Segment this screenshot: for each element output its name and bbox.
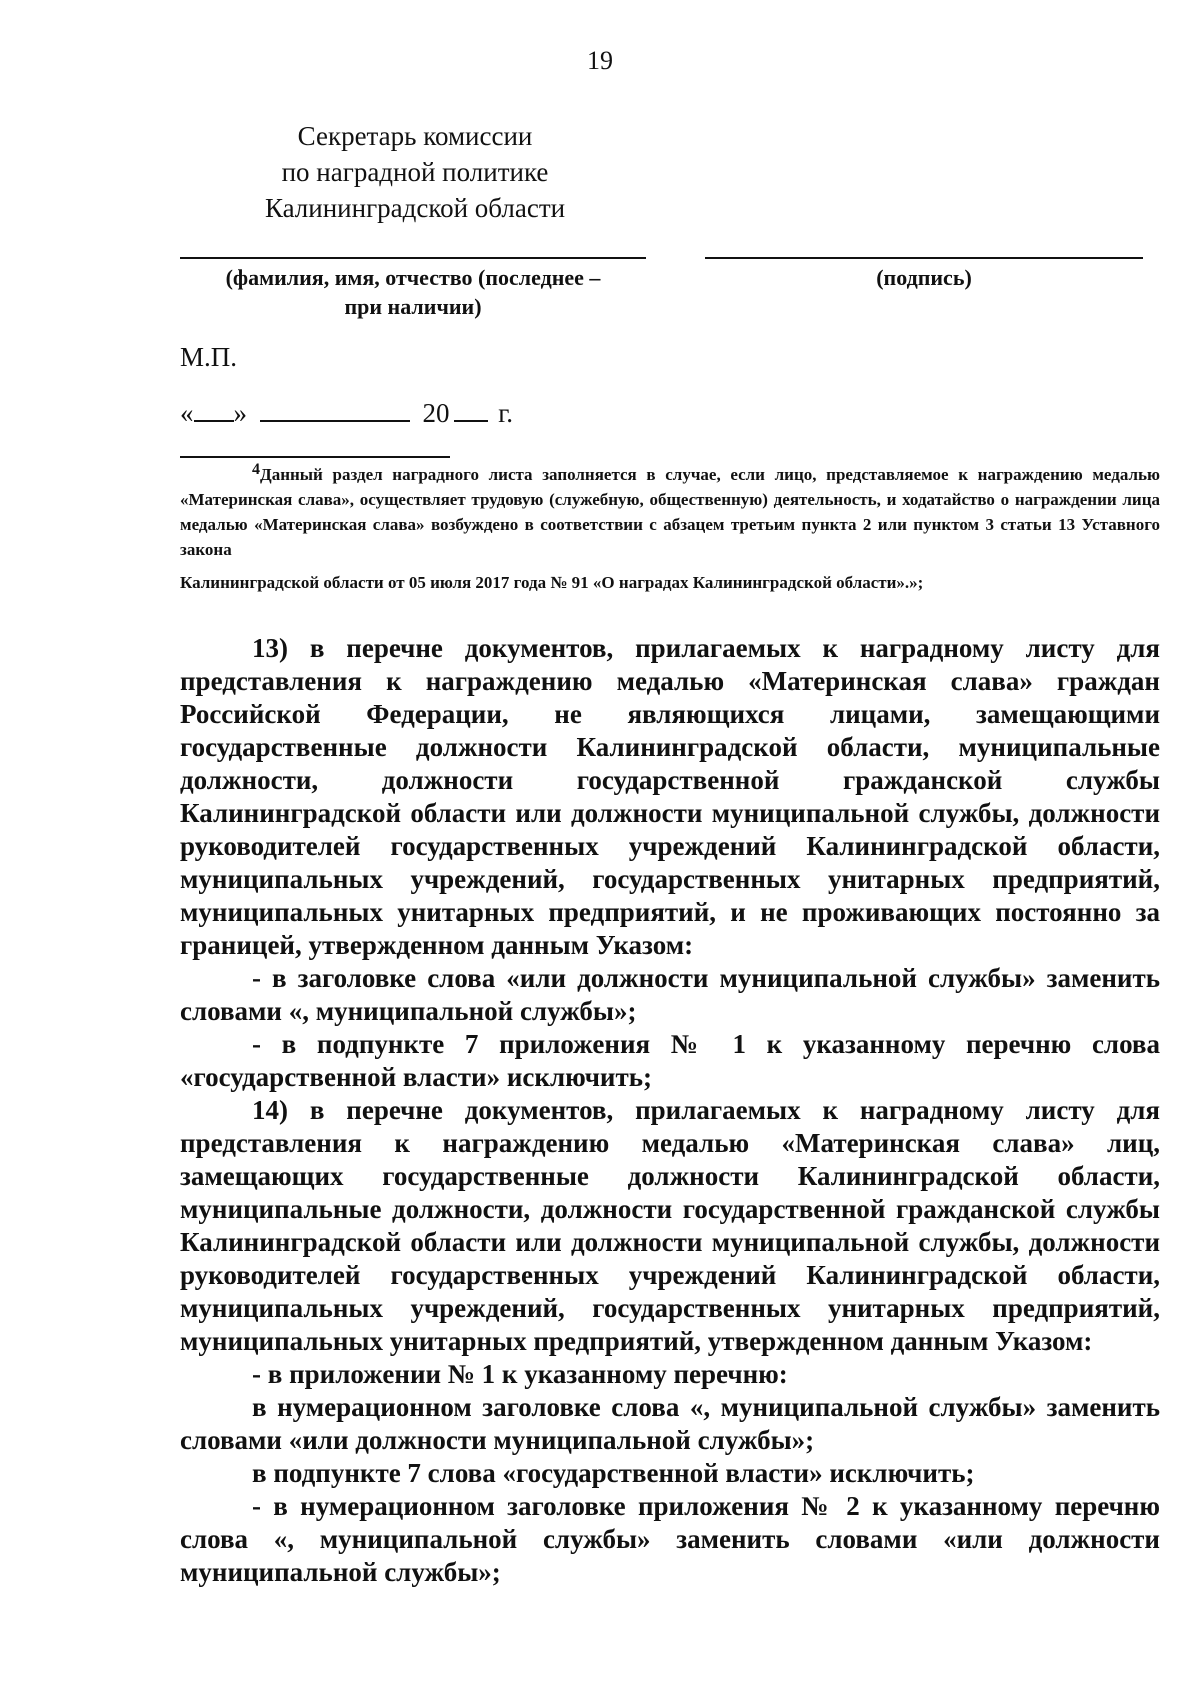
paragraph-14-item-a-2: в подпункте 7 слова «государственной власти» исключить; [252, 1458, 975, 1488]
footnote-main [180, 462, 1160, 562]
stamp-label: М.П. [180, 342, 238, 372]
paragraph-14: 14) в перечне документов, прилагаемых к наградному листу для представления к награждению медалью «Материнская слава» лиц, замещающих государственные должности Калининградской области, муниципальные должности, должности государственной гражданской службы Калининградской области или должности муниципальной службы, должности руководителей государственных учреждений Калининградской области, муниципальных учреждений, государственных унитарных предприятий, муниципальных унитарных предприятий, утвержденном данным Указом: [180, 1095, 1160, 1356]
footnote-rule [180, 456, 450, 458]
name-caption-line-1: (фамилия, имя, отчество (последнее – [225, 265, 601, 290]
page-number: 19 [587, 46, 613, 75]
secretary-title-line-1: Секретарь комиссии [297, 121, 533, 151]
footnote-marker: 4 [252, 461, 260, 478]
footnote-text: Данный раздел наградного листа заполняется в случае, если лицо, представляемое к награждению медалью «Материнская слава», осуществляет трудовую (служебную, общественную) деятельность, и ходатайство о награждении лица медалью «Материнская слава» возбуждено в соответствии с абзацем третьим пункта 2 или пунктом 3 статьи 13 Уставного закона [180, 465, 1160, 559]
month-blank [260, 396, 410, 422]
secretary-title-line-2: по наградной политике [281, 157, 549, 187]
name-caption [180, 263, 646, 321]
year-suffix: г. [498, 398, 514, 428]
name-signature-line [180, 257, 646, 259]
date-close-quote: » [233, 398, 247, 428]
secretary-title-block [215, 118, 615, 226]
date-row [180, 396, 513, 429]
sign-caption: (подпись) [876, 265, 972, 290]
signature-line [705, 257, 1143, 259]
secretary-title-line-3: Калининградской области [264, 193, 566, 223]
date-open-quote: « [180, 398, 194, 428]
name-caption-line-2: при наличии) [344, 294, 482, 319]
paragraph-14-item-b: - в нумерационном заголовке приложения № 2 к указанному перечню слова «, муниципальной службы» заменить словами «или должности муниципальной службы»; [180, 1491, 1160, 1587]
footnote-tail: Калининградской области от 05 июля 2017 года № 91 «О наградах Калининградской области».»; [180, 573, 924, 592]
paragraph-14-item-a: - в приложении № 1 к указанному перечню: [252, 1359, 788, 1389]
year-blank [454, 396, 488, 422]
date-century: 20 [422, 398, 450, 428]
day-blank [194, 396, 234, 422]
paragraph-14-item-a-1: в нумерационном заголовке слова «, муниципальной службы» заменить словами «или должности муниципальной службы»; [180, 1392, 1160, 1455]
paragraph-13: 13) в перечне документов, прилагаемых к наградному листу для представления к награждению медалью «Материнская слава» граждан Российской Федерации, не являющихся лицами, замещающими государственные должности Калининградской области, муниципальные должности, должности государственной гражданской службы Калининградской области или должности муниципальной службы, должности руководителей государственных учреждений Калининградской области, муниципальных учреждений, государственных унитарных предприятий, муниципальных унитарных предприятий, и не проживающих постоянно за границей, утвержденном данным Указом: [180, 633, 1160, 960]
paragraph-13-item-a: - в заголовке слова «или должности муниципальной службы» заменить словами «, муниципальной службы»; [180, 963, 1160, 1026]
main-text [180, 632, 1160, 1589]
paragraph-13-item-b: - в подпункте 7 приложения № 1 к указанному перечню слова «государственной власти» исключить; [180, 1029, 1160, 1092]
footnote [180, 462, 1160, 595]
